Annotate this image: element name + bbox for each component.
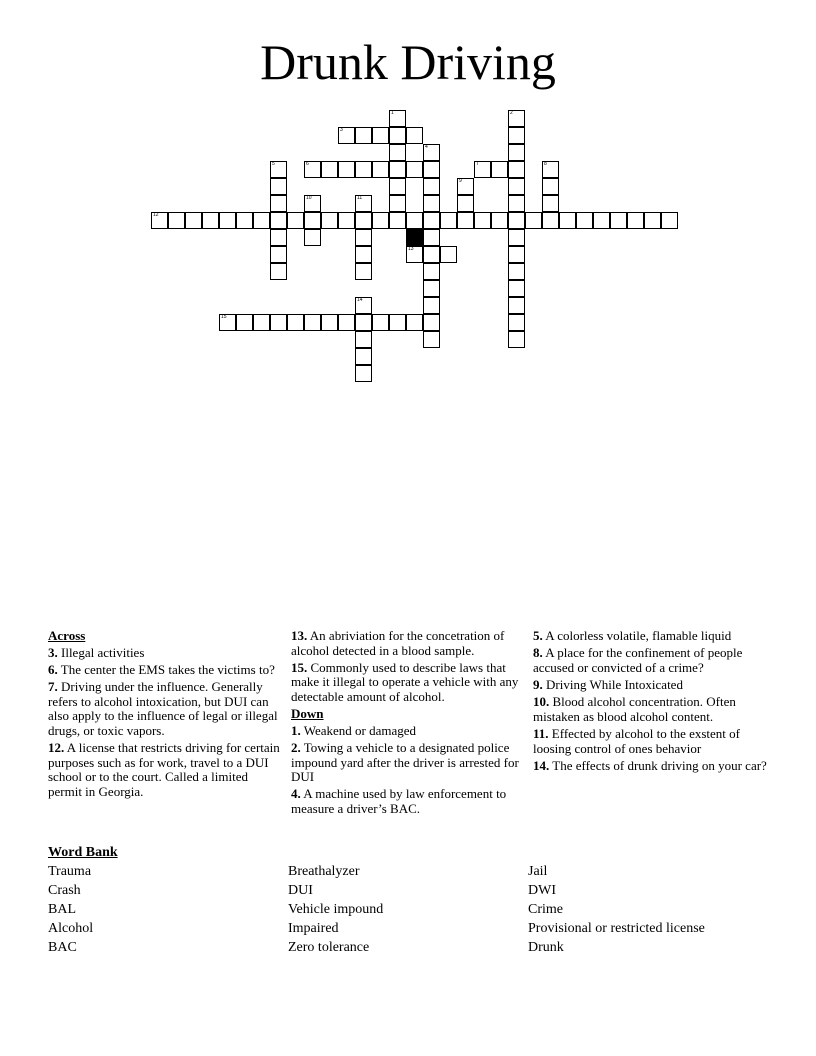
- grid-cell[interactable]: [542, 195, 559, 212]
- grid-cell[interactable]: [304, 161, 321, 178]
- grid-cell[interactable]: [593, 212, 610, 229]
- grid-cell[interactable]: [253, 212, 270, 229]
- grid-cell[interactable]: [287, 212, 304, 229]
- cell-number: 7: [476, 161, 479, 167]
- grid-block: [406, 229, 423, 246]
- grid-cell[interactable]: [270, 212, 287, 229]
- grid-cell[interactable]: [253, 314, 270, 331]
- grid-cell[interactable]: [270, 178, 287, 195]
- clue-down-8: 8. A place for the confinement of people accused or convicted of a crime?: [533, 645, 743, 675]
- word-bank-item: DUI: [288, 883, 313, 898]
- grid-cell[interactable]: [270, 229, 287, 246]
- clues-column-3: [533, 629, 773, 776]
- grid-cell[interactable]: [508, 297, 525, 314]
- grid-cell[interactable]: [508, 314, 525, 331]
- clues-column-2: [291, 629, 524, 819]
- cell-number: 1: [391, 110, 394, 116]
- grid-cell[interactable]: [474, 212, 491, 229]
- clue-across-7: 7. Driving under the influence. Generally refers to alcohol intoxication, but DUI can also apply to the influence of legal or illegal drugs, or toxic vapors.: [48, 678, 278, 738]
- grid-cell[interactable]: [440, 212, 457, 229]
- grid-cell[interactable]: [389, 195, 406, 212]
- grid-cell[interactable]: [355, 212, 372, 229]
- grid-cell[interactable]: [423, 263, 440, 280]
- word-bank-item: Trauma: [48, 864, 92, 879]
- grid-cell[interactable]: [372, 127, 389, 144]
- grid-cell[interactable]: [304, 195, 321, 212]
- clue-across-6: 6. The center the EMS takes the victims to?: [48, 661, 275, 677]
- word-bank-item: Crime: [528, 902, 563, 917]
- grid-cell[interactable]: [389, 161, 406, 178]
- grid-cell[interactable]: [542, 161, 559, 178]
- grid-cell[interactable]: [338, 161, 355, 178]
- cell-number: 10: [306, 195, 312, 201]
- word-bank-item: Crash: [48, 883, 81, 898]
- word-bank-item: Zero tolerance: [288, 940, 370, 955]
- grid-cell[interactable]: [236, 212, 253, 229]
- grid-cell[interactable]: [423, 195, 440, 212]
- grid-cell[interactable]: [185, 212, 202, 229]
- grid-cell[interactable]: [423, 178, 440, 195]
- grid-cell[interactable]: [389, 110, 406, 127]
- grid-cell[interactable]: [423, 280, 440, 297]
- grid-cell[interactable]: [644, 212, 661, 229]
- cell-number: 9: [459, 178, 462, 184]
- grid-cell[interactable]: [321, 161, 338, 178]
- grid-cell[interactable]: [491, 161, 508, 178]
- grid-cell[interactable]: [508, 110, 525, 127]
- grid-cell[interactable]: [372, 314, 389, 331]
- grid-cell[interactable]: [338, 212, 355, 229]
- clue-down-5: 5. A colorless volatile, flamable liquid: [533, 628, 732, 643]
- grid-cell[interactable]: [355, 297, 372, 314]
- grid-cell[interactable]: [372, 212, 389, 229]
- word-bank-heading: Word Bank: [48, 845, 118, 860]
- grid-cell[interactable]: [355, 229, 372, 246]
- grid-cell[interactable]: [508, 246, 525, 263]
- grid-cell[interactable]: [389, 314, 406, 331]
- grid-cell[interactable]: [355, 365, 372, 382]
- grid-cell[interactable]: [219, 212, 236, 229]
- grid-cell[interactable]: [355, 161, 372, 178]
- grid-cell[interactable]: [219, 314, 236, 331]
- grid-cell[interactable]: [355, 331, 372, 348]
- grid-cell[interactable]: [355, 314, 372, 331]
- cell-number: 3: [340, 127, 343, 133]
- grid-cell[interactable]: [508, 161, 525, 178]
- grid-cell[interactable]: [457, 195, 474, 212]
- clue-down-4: 4. A machine used by law enforcement to measure a driver’s BAC.: [291, 786, 507, 816]
- word-bank-column-1: [48, 862, 93, 957]
- clue-down-14: 14. The effects of drunk driving on your car?: [533, 757, 767, 773]
- word-bank-column-2: [288, 862, 383, 957]
- grid-cell[interactable]: [423, 331, 440, 348]
- grid-cell[interactable]: [423, 144, 440, 161]
- grid-cell[interactable]: [508, 195, 525, 212]
- grid-cell[interactable]: [508, 127, 525, 144]
- grid-cell[interactable]: [576, 212, 593, 229]
- cell-number: 5: [272, 161, 275, 167]
- grid-cell[interactable]: [389, 144, 406, 161]
- grid-cell[interactable]: [304, 212, 321, 229]
- across-heading: Across: [48, 628, 86, 643]
- grid-cell[interactable]: [627, 212, 644, 229]
- grid-cell[interactable]: [423, 246, 440, 263]
- word-bank-item: Vehicle impound: [288, 902, 384, 917]
- crossword-grid: [0, 0, 816, 400]
- grid-cell[interactable]: [372, 161, 389, 178]
- grid-cell[interactable]: [423, 212, 440, 229]
- grid-cell[interactable]: [270, 246, 287, 263]
- grid-cell[interactable]: [270, 195, 287, 212]
- grid-cell[interactable]: [287, 314, 304, 331]
- grid-cell[interactable]: [270, 263, 287, 280]
- down-heading: Down: [291, 706, 324, 722]
- grid-cell[interactable]: [508, 178, 525, 195]
- grid-cell[interactable]: [508, 263, 525, 280]
- grid-cell[interactable]: [338, 127, 355, 144]
- word-bank-item: Jail: [528, 864, 548, 879]
- grid-cell[interactable]: [270, 314, 287, 331]
- grid-cell[interactable]: [304, 229, 321, 246]
- grid-cell[interactable]: [406, 161, 423, 178]
- grid-cell[interactable]: [525, 212, 542, 229]
- cell-number: 4: [425, 144, 428, 150]
- cell-number: 2: [510, 110, 513, 116]
- grid-cell[interactable]: [457, 212, 474, 229]
- clue-down-2: 2. Towing a vehicle to a designated police impound yard after the driver is arrested for DUI: [291, 739, 519, 785]
- grid-cell[interactable]: [542, 178, 559, 195]
- grid-cell[interactable]: [457, 178, 474, 195]
- grid-cell[interactable]: [355, 127, 372, 144]
- cell-number: 14: [357, 297, 363, 303]
- grid-cell[interactable]: [270, 161, 287, 178]
- word-bank-item: BAC: [48, 940, 77, 955]
- grid-cell[interactable]: [508, 331, 525, 348]
- grid-cell[interactable]: [355, 195, 372, 212]
- grid-cell[interactable]: [355, 246, 372, 263]
- grid-cell[interactable]: [508, 144, 525, 161]
- grid-cell[interactable]: [474, 161, 491, 178]
- grid-cell[interactable]: [423, 297, 440, 314]
- grid-cell[interactable]: [389, 212, 406, 229]
- grid-cell[interactable]: [610, 212, 627, 229]
- grid-cell[interactable]: [491, 212, 508, 229]
- grid-cell[interactable]: [508, 280, 525, 297]
- grid-cell[interactable]: [389, 127, 406, 144]
- clues-column-1: [48, 629, 281, 802]
- cell-number: 8: [544, 161, 547, 167]
- grid-cell[interactable]: [321, 212, 338, 229]
- cell-number: 11: [357, 195, 363, 201]
- clue-across-13: 13. An abriviation for the concetration of alcohol detected in a blood sample.: [291, 628, 505, 658]
- grid-cell[interactable]: [542, 212, 559, 229]
- grid-cell[interactable]: [389, 178, 406, 195]
- clue-across-3: 3. Illegal activities: [48, 644, 145, 660]
- clue-down-9: 9. Driving While Intoxicated: [533, 676, 683, 692]
- grid-cell[interactable]: [406, 314, 423, 331]
- word-bank-item: BAL: [48, 902, 76, 917]
- grid-cell[interactable]: [423, 314, 440, 331]
- grid-cell[interactable]: [406, 127, 423, 144]
- clue-across-12: 12. A license that restricts driving for certain purposes such as for work, travel to a DUI school or to the court. Called a limited permit in Georgia.: [48, 739, 280, 799]
- cell-number: 13: [408, 246, 414, 252]
- grid-cell[interactable]: [168, 212, 185, 229]
- grid-cell[interactable]: [151, 212, 168, 229]
- word-bank-item: Provisional or restricted license: [528, 921, 705, 936]
- word-bank-item: Alcohol: [48, 921, 94, 936]
- cell-number: 12: [153, 212, 159, 218]
- grid-cell[interactable]: [406, 246, 423, 263]
- grid-cell[interactable]: [202, 212, 219, 229]
- grid-cell[interactable]: [440, 246, 457, 263]
- grid-cell[interactable]: [355, 348, 372, 365]
- grid-cell[interactable]: [423, 229, 440, 246]
- word-bank-item: Breathalyzer: [288, 864, 360, 879]
- word-bank-item: DWI: [528, 883, 556, 898]
- clue-down-1: 1. Weakend or damaged: [291, 722, 417, 738]
- grid-cell[interactable]: [406, 212, 423, 229]
- cell-number: 15: [221, 314, 227, 320]
- grid-cell[interactable]: [423, 161, 440, 178]
- grid-cell[interactable]: [508, 212, 525, 229]
- word-bank-column-3: [528, 862, 705, 957]
- grid-cell[interactable]: [304, 314, 321, 331]
- clue-across-15: 15. Commonly used to describe laws that make it illegal to operate a vehicle with any detectable amount of alcohol.: [291, 659, 519, 704]
- word-bank-item: Impaired: [288, 921, 339, 936]
- grid-cell[interactable]: [236, 314, 253, 331]
- word-bank-item: Drunk: [528, 940, 564, 955]
- page-title: Drunk Driving: [260, 34, 556, 90]
- grid-cell[interactable]: [661, 212, 678, 229]
- grid-cell[interactable]: [321, 314, 338, 331]
- grid-cell[interactable]: [559, 212, 576, 229]
- grid-cell[interactable]: [355, 263, 372, 280]
- grid-cell[interactable]: [338, 314, 355, 331]
- clue-down-11: 11. Effected by alcohol to the exstent of loosing control of ones behavior: [533, 725, 740, 756]
- grid-cell[interactable]: [508, 229, 525, 246]
- cell-number: 6: [306, 161, 309, 167]
- clue-down-10: 10. Blood alcohol concentration. Often mistaken as blood alcohol content.: [533, 694, 736, 724]
